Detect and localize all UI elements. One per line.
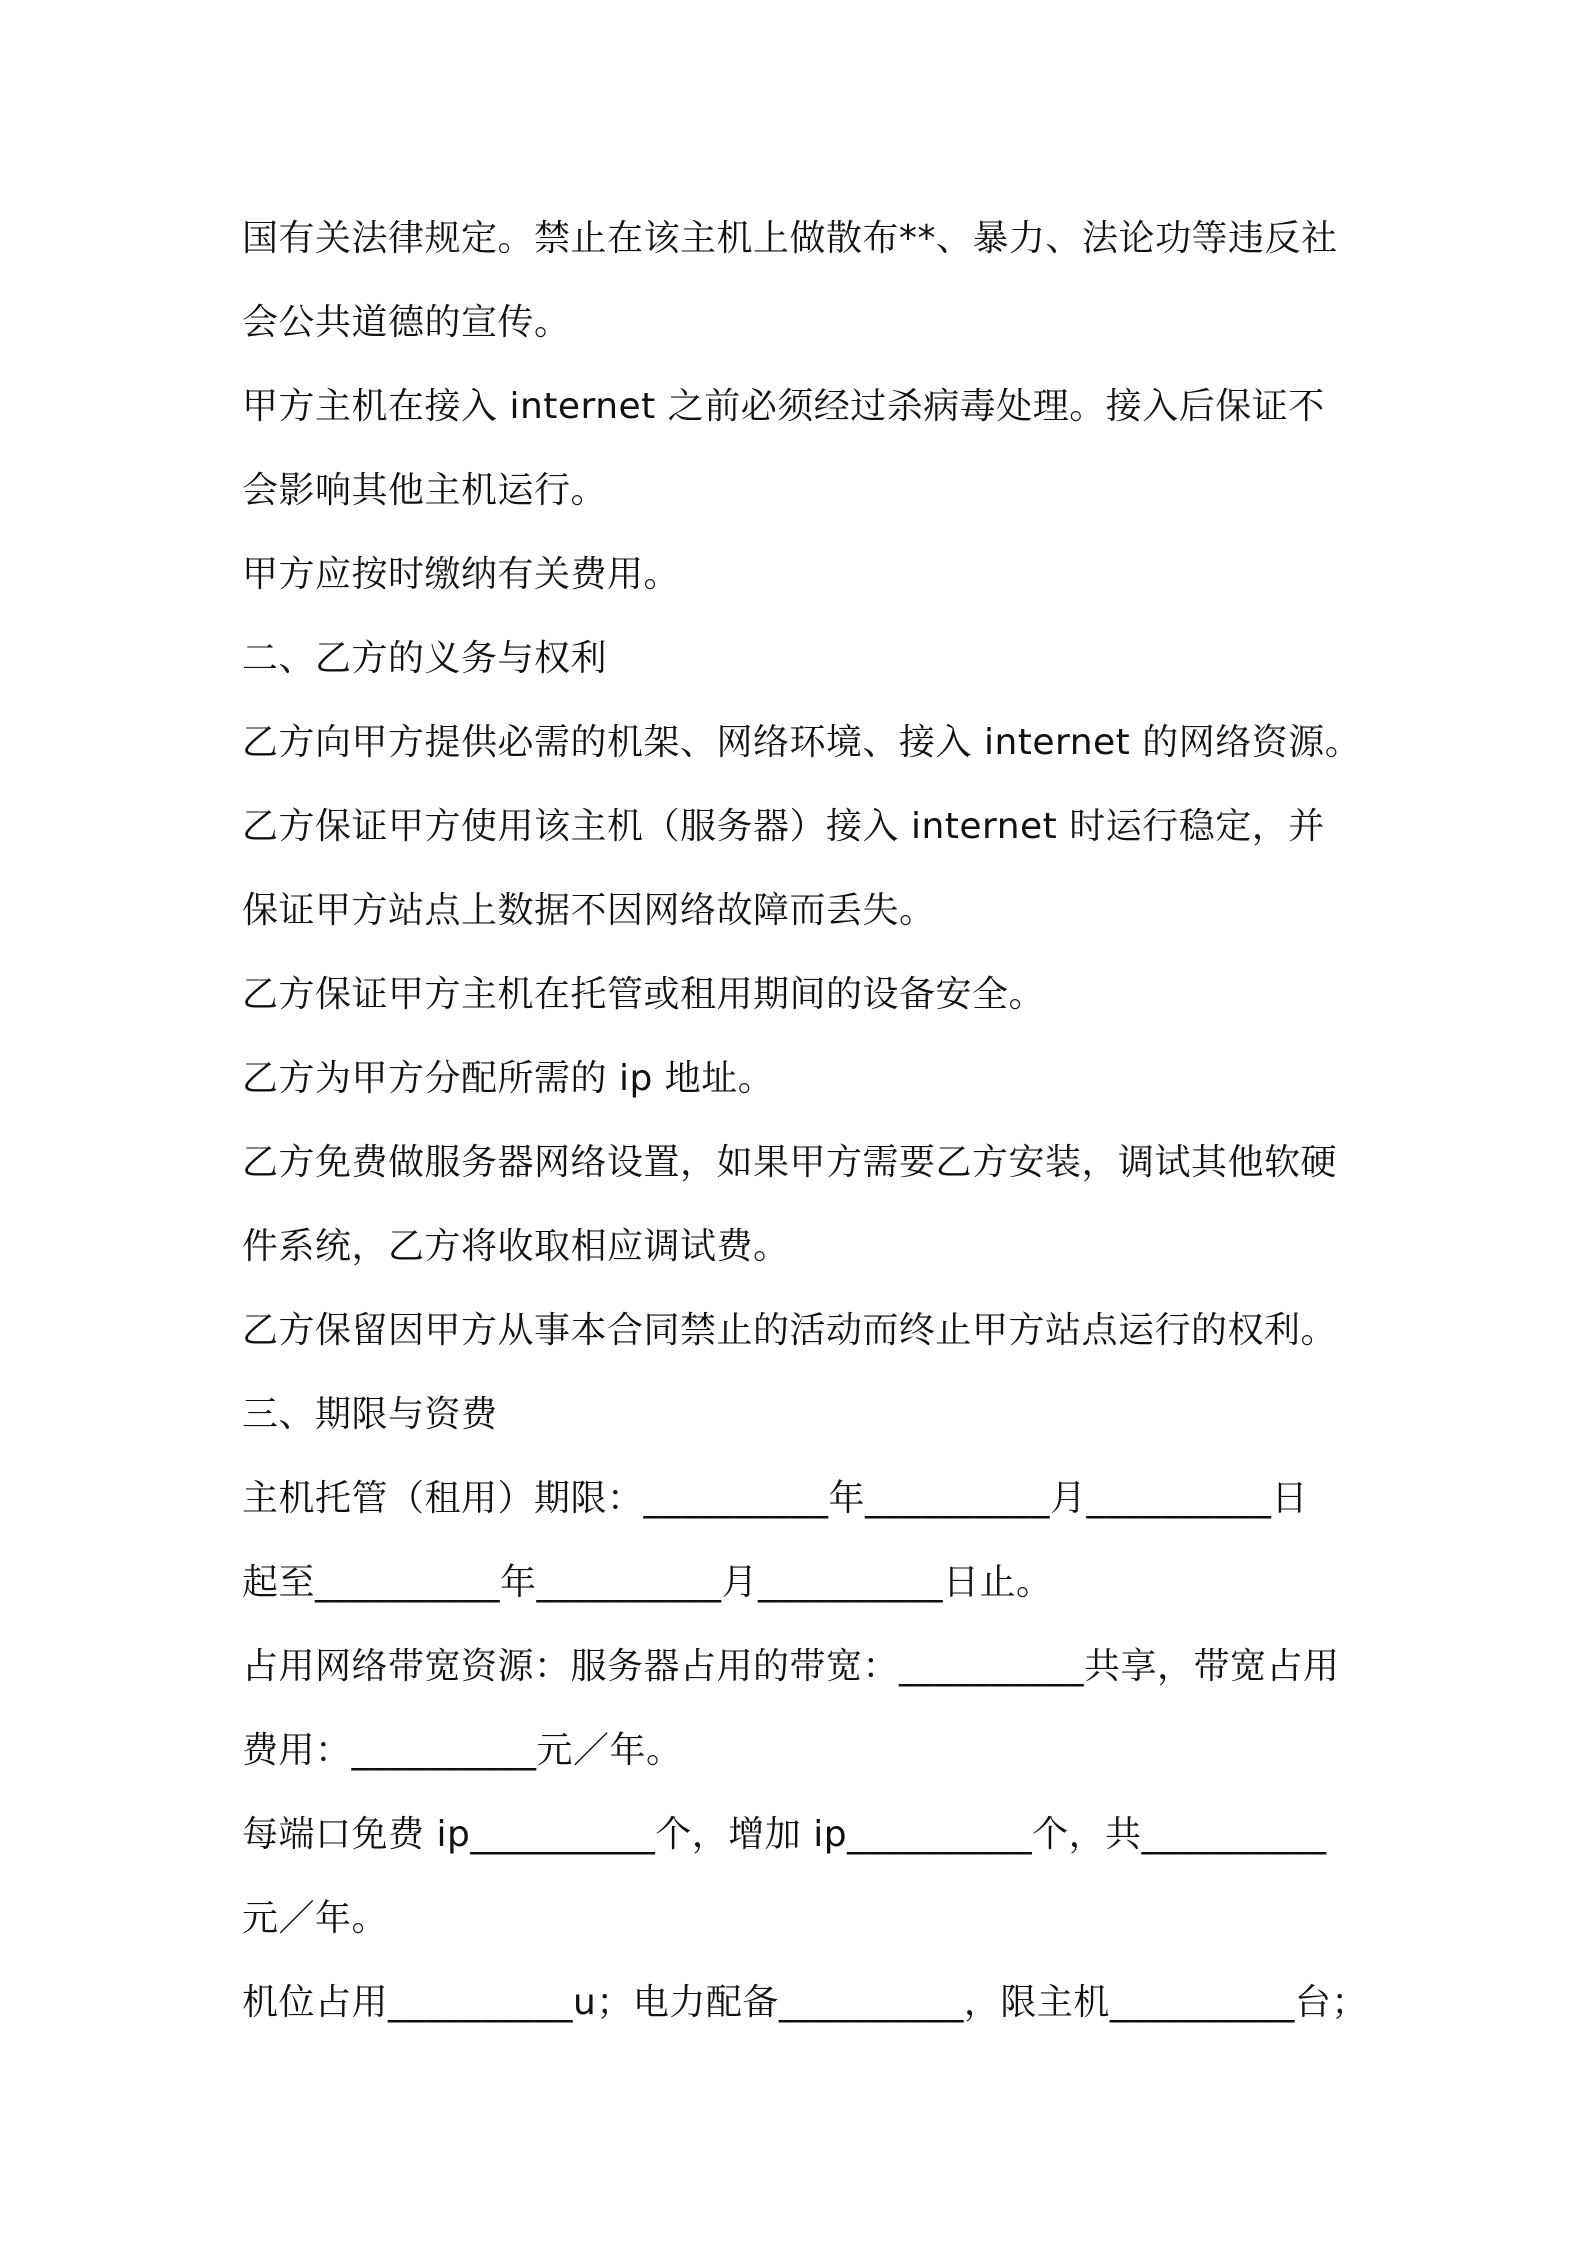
text-line: 会影响其他主机运行。 [242,470,608,511]
text-line: 保证甲方站点上数据不因网络故障而丢失。 [242,890,936,931]
text-line: 起至__________年__________月__________日止。 [242,1562,1053,1603]
text-line: 会公共道德的宣传。 [242,302,571,343]
text-line: 乙方保留因甲方从事本合同禁止的活动而终止甲方站点运行的权利。 [242,1310,1338,1351]
text-line: 乙方保证甲方使用该主机（服务器）接入 internet 时运行稳定，并 [242,806,1325,847]
text-line: 机位占用__________u；电力配备__________，限主机__________台； [242,1982,1368,2023]
text-line: 乙方免费做服务器网络设置，如果甲方需要乙方安装，调试其他软硬 [242,1142,1338,1183]
text-line: 甲方应按时缴纳有关费用。 [242,554,681,595]
text-line: 元／年。 [242,1898,389,1939]
text-line: 乙方为甲方分配所需的 ip 地址。 [242,1058,775,1099]
text-line: 主机托管（租用）期限：__________年__________月__________日 [242,1478,1309,1519]
text-line: 乙方向甲方提供必需的机架、网络环境、接入 internet 的网络资源。 [242,722,1362,763]
text-line: 费用：__________元／年。 [242,1730,683,1771]
text-line: 乙方保证甲方主机在托管或租用期间的设备安全。 [242,974,1046,1015]
contract-body [242,197,1382,2045]
section-heading: 二、乙方的义务与权利 [242,638,608,679]
text-line: 甲方主机在接入 internet 之前必须经过杀病毒处理。接入后保证不 [242,386,1325,427]
text-line: 件系统，乙方将收取相应调试费。 [242,1226,790,1267]
text-line: 占用网络带宽资源：服务器占用的带宽：__________共享，带宽占用 [242,1646,1340,1687]
section-heading: 三、期限与资费 [242,1394,498,1435]
text-line: 国有关法律规定。禁止在该主机上做散布**、暴力、法论功等违反社 [242,218,1338,259]
text-line: 每端口免费 ip__________个，增加 ip__________个，共__________ [242,1814,1327,1855]
